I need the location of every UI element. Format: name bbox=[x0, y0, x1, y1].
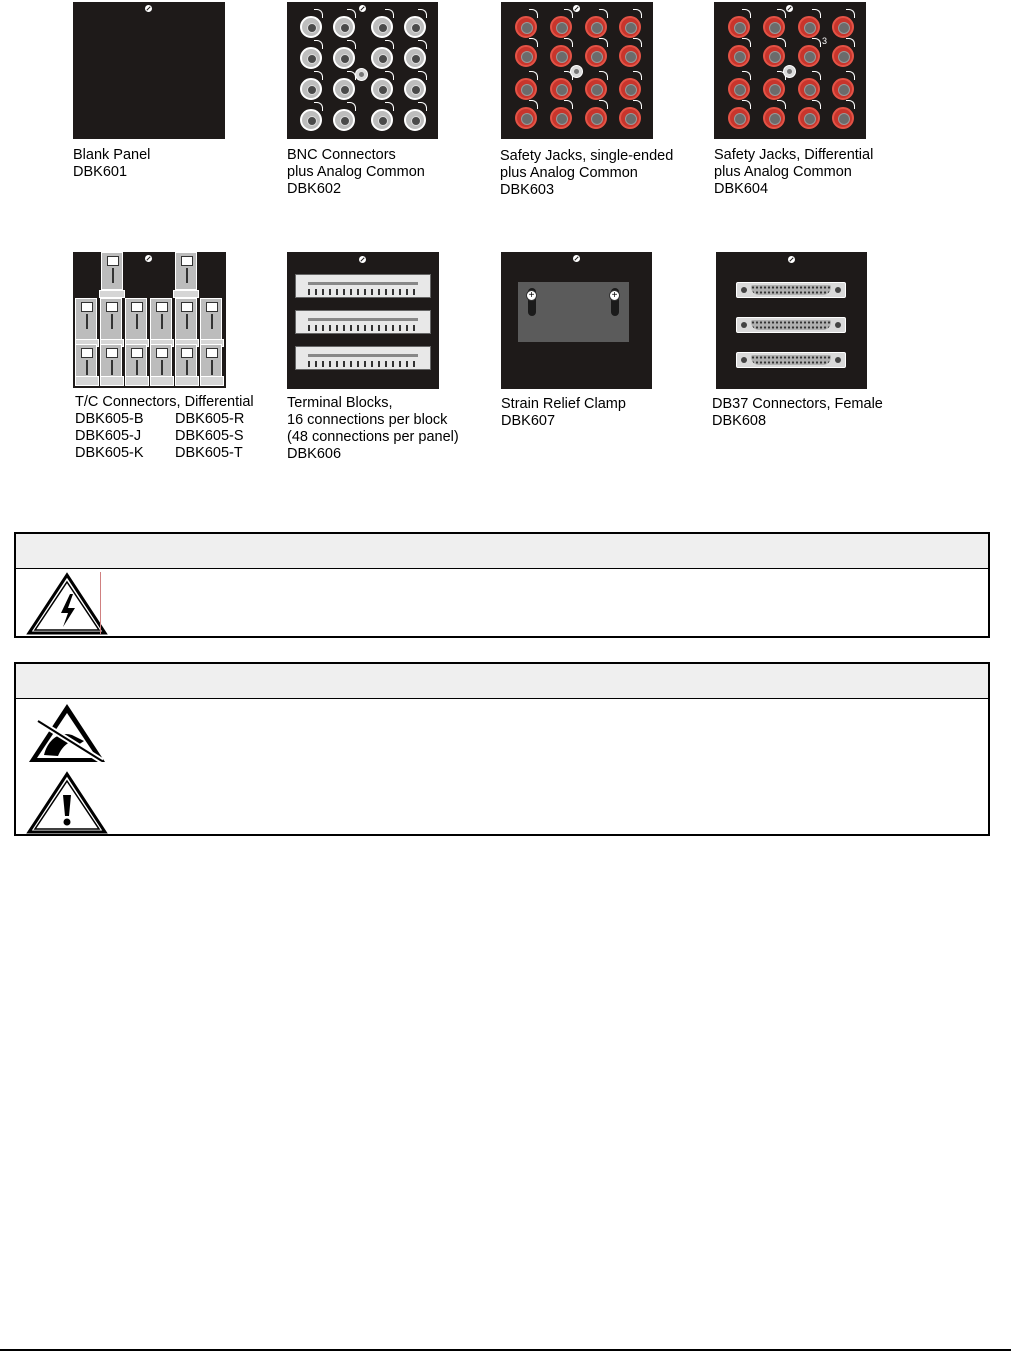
notice-body bbox=[16, 699, 988, 837]
safety-jack-icon bbox=[515, 45, 537, 67]
safety-jack-icon bbox=[798, 107, 820, 129]
marker-label: 3 bbox=[822, 36, 828, 46]
notice-header bbox=[16, 534, 988, 569]
tc-connector-icon bbox=[175, 298, 197, 340]
bnc-connector-icon bbox=[300, 109, 322, 131]
caption-line: DBK601 bbox=[73, 164, 128, 180]
safety-jack-icon bbox=[515, 107, 537, 129]
bnc-connector-icon bbox=[371, 78, 393, 100]
safety-jack-icon bbox=[619, 107, 641, 129]
caption-line: (48 connections per panel) bbox=[287, 429, 459, 445]
safety-jack-icon bbox=[550, 16, 572, 38]
strain-relief-clamp bbox=[518, 282, 629, 342]
panel-dbk601 bbox=[73, 2, 225, 139]
caption-dbk608 bbox=[712, 396, 883, 430]
screw-icon bbox=[145, 5, 152, 12]
safety-jack-icon bbox=[832, 107, 854, 129]
tc-base bbox=[175, 376, 199, 386]
analog-common-terminal bbox=[355, 68, 368, 81]
safety-jack-icon bbox=[585, 45, 607, 67]
safety-jack-icon bbox=[832, 16, 854, 38]
tc-base bbox=[100, 376, 124, 386]
bnc-connector-icon bbox=[333, 47, 355, 69]
safety-jack-icon bbox=[728, 107, 750, 129]
analog-common-terminal bbox=[570, 65, 583, 78]
caption-line: Strain Relief Clamp bbox=[501, 396, 626, 412]
panel-dbk602 bbox=[287, 2, 438, 139]
bnc-connector-icon bbox=[404, 47, 426, 69]
analog-common-terminal bbox=[783, 65, 796, 78]
bnc-connector-icon bbox=[404, 109, 426, 131]
safety-jack-icon bbox=[585, 16, 607, 38]
terminal-block bbox=[295, 274, 431, 298]
tc-connector-icon bbox=[101, 252, 123, 290]
caption-line: BNC Connectors bbox=[287, 147, 396, 163]
clamp-screw-icon: + bbox=[526, 290, 537, 301]
caption-line: plus Analog Common bbox=[500, 165, 638, 181]
model-label: DBK605-K bbox=[75, 445, 144, 461]
screw-icon bbox=[573, 5, 580, 12]
caption-dbk604 bbox=[714, 147, 873, 198]
safety-jack-icon bbox=[763, 78, 785, 100]
caption-line: Blank Panel bbox=[73, 147, 151, 163]
esd-sensitive-icon bbox=[26, 701, 108, 765]
caption-line: plus Analog Common bbox=[714, 164, 852, 180]
panel-dbk606 bbox=[287, 252, 439, 389]
caution-exclamation-icon bbox=[26, 771, 108, 835]
caption-dbk603 bbox=[500, 148, 673, 199]
screw-icon bbox=[573, 255, 580, 262]
panel-dbk607 bbox=[501, 252, 652, 389]
tc-base bbox=[125, 376, 149, 386]
screw-icon bbox=[359, 5, 366, 12]
bnc-connector-icon bbox=[404, 16, 426, 38]
bnc-connector-icon bbox=[333, 16, 355, 38]
tc-connector-icon bbox=[100, 298, 122, 340]
caption-dbk601 bbox=[73, 147, 150, 181]
caption-line: DB37 Connectors, Female bbox=[712, 396, 883, 412]
footer-rule bbox=[0, 1349, 1011, 1351]
bnc-connector-icon bbox=[371, 47, 393, 69]
tc-connector-icon bbox=[200, 298, 222, 340]
clamp-screw-icon: + bbox=[609, 290, 620, 301]
safety-jack-icon bbox=[763, 45, 785, 67]
safety-jack-icon bbox=[550, 78, 572, 100]
bnc-connector-icon bbox=[300, 78, 322, 100]
safety-jack-icon bbox=[619, 16, 641, 38]
safety-jack-icon bbox=[798, 78, 820, 100]
tc-base bbox=[99, 290, 125, 298]
safety-jack-icon bbox=[619, 45, 641, 67]
esd-caution-box bbox=[14, 662, 990, 836]
tc-connector-icon bbox=[75, 298, 97, 340]
caption-line: DBK606 bbox=[287, 446, 342, 462]
caption-title: T/C Connectors, Differential bbox=[75, 394, 254, 410]
safety-jack-icon bbox=[585, 107, 607, 129]
screw-icon bbox=[145, 255, 152, 262]
safety-jack-icon bbox=[832, 78, 854, 100]
caption-line: 16 connections per block bbox=[287, 412, 448, 428]
safety-jack-icon bbox=[763, 107, 785, 129]
terminal-block bbox=[295, 346, 431, 370]
caption-line: DBK602 bbox=[287, 181, 342, 197]
tc-base bbox=[200, 376, 224, 386]
bnc-connector-icon bbox=[300, 47, 322, 69]
db37-connector bbox=[736, 282, 846, 298]
safety-jack-icon bbox=[728, 16, 750, 38]
safety-jack-icon bbox=[550, 45, 572, 67]
tc-base bbox=[150, 376, 174, 386]
safety-jack-icon bbox=[728, 45, 750, 67]
tc-base bbox=[75, 376, 99, 386]
shock-warning-box bbox=[14, 532, 990, 638]
safety-jack-icon bbox=[798, 16, 820, 38]
db37-connector bbox=[736, 352, 846, 368]
caption-dbk606 bbox=[287, 395, 459, 463]
caption-dbk602 bbox=[287, 147, 425, 198]
safety-jack-icon bbox=[515, 16, 537, 38]
tc-connector-icon bbox=[175, 252, 197, 290]
bnc-connector-icon bbox=[404, 78, 426, 100]
model-label: DBK605-S bbox=[175, 428, 244, 444]
screw-icon bbox=[359, 256, 366, 263]
bnc-connector-icon bbox=[300, 16, 322, 38]
safety-jack-icon bbox=[515, 78, 537, 100]
caption-line: Terminal Blocks, bbox=[287, 395, 393, 411]
caption-line: Safety Jacks, single-ended bbox=[500, 148, 674, 164]
panel-dbk604 bbox=[714, 2, 866, 139]
safety-jack-icon bbox=[798, 45, 820, 67]
tc-base bbox=[173, 290, 199, 298]
safety-jack-icon bbox=[728, 78, 750, 100]
bnc-connector-icon bbox=[371, 16, 393, 38]
model-label: DBK605-T bbox=[175, 445, 243, 461]
caption-line: plus Analog Common bbox=[287, 164, 425, 180]
tc-connector-icon bbox=[150, 298, 172, 340]
screw-icon bbox=[788, 256, 795, 263]
notice-body bbox=[16, 569, 988, 639]
terminal-block bbox=[295, 310, 431, 334]
electric-shock-warning-icon bbox=[26, 572, 108, 636]
notice-header bbox=[16, 664, 988, 699]
safety-jack-icon bbox=[763, 16, 785, 38]
db37-connector bbox=[736, 317, 846, 333]
caption-dbk605 bbox=[75, 394, 254, 461]
model-label: DBK605-J bbox=[75, 428, 142, 444]
caption-line: DBK608 bbox=[712, 413, 767, 429]
bnc-connector-icon bbox=[333, 109, 355, 131]
caption-line: DBK604 bbox=[714, 181, 769, 197]
screw-icon bbox=[786, 5, 793, 12]
panel-dbk605 bbox=[73, 252, 226, 388]
panel-dbk603 bbox=[501, 2, 653, 139]
safety-jack-icon bbox=[550, 107, 572, 129]
caption-dbk607 bbox=[501, 396, 626, 430]
safety-jack-icon bbox=[585, 78, 607, 100]
model-label: DBK605-R bbox=[175, 411, 245, 427]
safety-jack-icon bbox=[832, 45, 854, 67]
bnc-connector-icon bbox=[333, 78, 355, 100]
model-label: DBK605-B bbox=[75, 411, 144, 427]
caption-line: DBK607 bbox=[501, 413, 556, 429]
caption-line: DBK603 bbox=[500, 182, 555, 198]
tc-connector-icon bbox=[125, 298, 147, 340]
caption-line: Safety Jacks, Differential bbox=[714, 147, 874, 163]
safety-jack-icon bbox=[619, 78, 641, 100]
panel-dbk608 bbox=[716, 252, 867, 389]
bnc-connector-icon bbox=[371, 109, 393, 131]
